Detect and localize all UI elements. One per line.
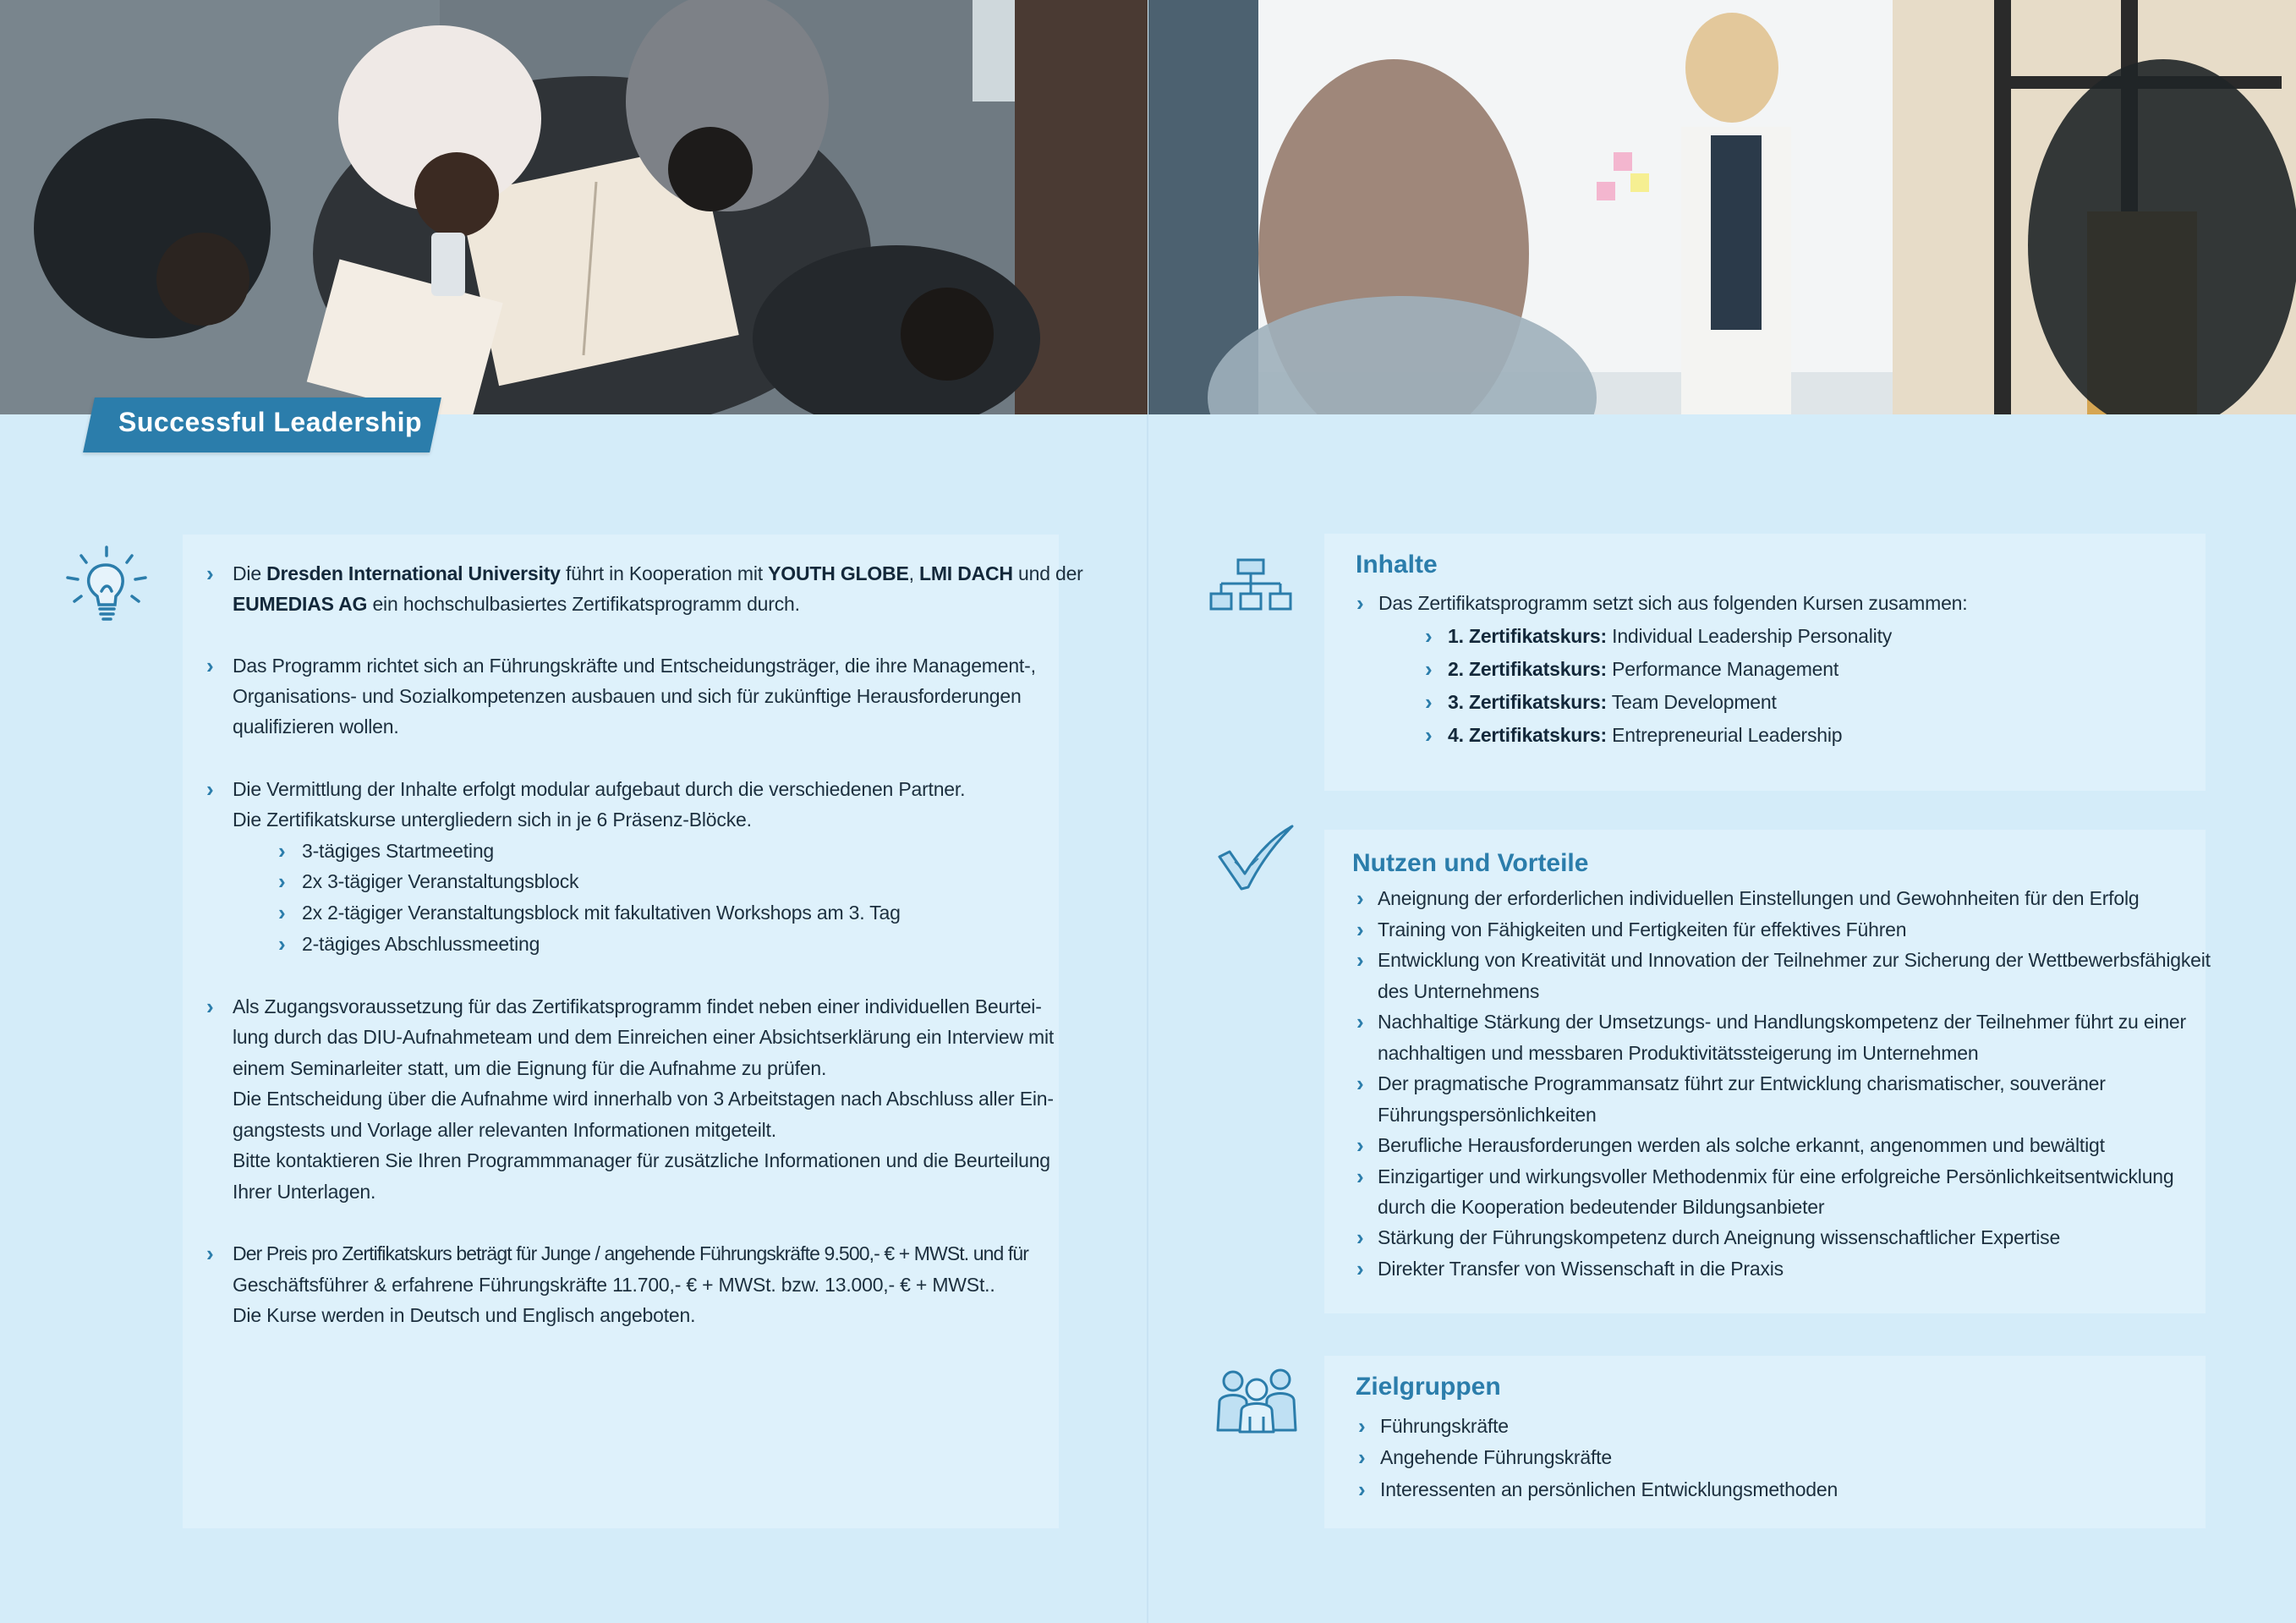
checkmark-icon — [1218, 825, 1294, 892]
sub-bullet-arrow-icon: › — [1425, 656, 1433, 682]
course-item: 2. Zertifikatskurs: Performance Management — [1448, 658, 1839, 680]
structure-line: Die Zertifikatskurse untergliedern sich in je 6 Präsenz-Blöcke. — [233, 809, 752, 831]
bullet-arrow-icon: › — [1356, 947, 1364, 973]
bullet-arrow-icon: › — [1356, 1225, 1364, 1250]
block-item: 2x 2-tägiger Veranstaltungsblock mit fakultativen Workshops am 3. Tag — [302, 902, 901, 924]
course-item: 4. Zertifikatskurs: Entrepreneurial Leadership — [1448, 724, 1843, 746]
benefit-item: Einzigartiger und wirkungsvoller Methodenmix für eine erfolgreiche Persönlichkeitsentwicklung — [1378, 1165, 2174, 1187]
admission-line: Als Zugangsvoraussetzung für das Zertifikatsprogramm findet neben einer individuellen Beurtei- — [233, 995, 1042, 1017]
group-icon — [1214, 1366, 1299, 1434]
benefit-item: Berufliche Herausforderungen werden als solche erkannt, angenommen und bewältigt — [1378, 1134, 2105, 1156]
zielgruppen-heading: Zielgruppen — [1356, 1373, 1501, 1401]
audience-line: qualifizieren wollen. — [233, 716, 399, 737]
inhalte-heading: Inhalte — [1356, 551, 1438, 578]
bullet-arrow-icon: › — [1356, 1164, 1364, 1189]
sub-bullet-arrow-icon: › — [278, 931, 286, 957]
admission-line: gangstests und Vorlage aller relevanten Informationen mitgeteilt. — [233, 1119, 776, 1141]
bullet-arrow-icon: › — [1356, 1071, 1364, 1096]
course-item: 1. Zertifikatskurs: Individual Leadership Personality — [1448, 625, 1893, 647]
benefit-item-continued: des Unternehmens — [1378, 980, 1540, 1002]
bullet-arrow-icon: › — [1358, 1445, 1366, 1470]
presentation-illustration — [1148, 0, 2296, 414]
page-spine — [1147, 414, 1148, 1623]
benefit-item: Entwicklung von Kreativität und Innovation der Teilnehmer zur Sicherung der Wettbewerbsfähigkeit — [1378, 949, 2211, 971]
block-item: 3-tägiges Startmeeting — [302, 840, 495, 862]
price-line: Die Kurse werden in Deutsch und Englisch angeboten. — [233, 1304, 696, 1326]
benefit-item: Stärkung der Führungskompetenz durch Aneignung wissenschaftlicher Expertise — [1378, 1226, 2061, 1248]
benefit-item: Der pragmatische Programmansatz führt zur Entwicklung charismatischer, souveräner — [1378, 1072, 2106, 1094]
admission-line: lung durch das DIU-Aufnahmeteam und dem Einreichen einer Absichtserklärung ein Interview mit — [233, 1026, 1055, 1048]
sub-bullet-arrow-icon: › — [1425, 689, 1433, 715]
intro-line-1: Die Dresden International University führt in Kooperation mit YOUTH GLOBE, LMI DACH und der — [233, 562, 1083, 584]
sub-bullet-arrow-icon: › — [278, 900, 286, 925]
bullet-arrow-icon: › — [1356, 886, 1364, 911]
benefit-item: Direkter Transfer von Wissenschaft in die Praxis — [1378, 1258, 1784, 1280]
bullet-arrow-icon: › — [1356, 1009, 1364, 1034]
target-group-item: Interessenten an persönlichen Entwicklungsmethoden — [1380, 1478, 1838, 1500]
benefit-item: Nachhaltige Stärkung der Umsetzungs- und Handlungskompetenz der Teilnehmer führt zu einer — [1378, 1011, 2186, 1033]
bullet-arrow-icon: › — [206, 561, 214, 586]
intro-line-2: EUMEDIAS AG ein hochschulbasiertes Zertifikatsprogramm durch. — [233, 593, 800, 615]
sub-bullet-arrow-icon: › — [278, 838, 286, 864]
audience-line: Organisations- und Sozialkompetenzen ausbauen und sich für zukünftige Herausforderungen — [233, 685, 1022, 707]
block-item: 2-tägiges Abschlussmeeting — [302, 933, 540, 955]
bullet-arrow-icon: › — [1356, 590, 1364, 616]
benefit-item-continued: nachhaltigen und messbaren Produktivitätssteigerung im Unternehmen — [1378, 1042, 1979, 1064]
page-title: Successful Leadership — [118, 407, 423, 437]
benefit-item: Aneignung der erforderlichen individuellen Einstellungen und Gewohnheiten für den Erfolg — [1378, 887, 2140, 909]
nutzen-heading: Nutzen und Vorteile — [1352, 849, 1589, 877]
presentation-photo — [1148, 0, 2296, 414]
structure-line: Die Vermittlung der Inhalte erfolgt modular aufgebaut durch die verschiedenen Partner. — [233, 778, 966, 800]
bullet-arrow-icon: › — [206, 1241, 214, 1266]
bullet-arrow-icon: › — [206, 776, 214, 802]
audience-line: Das Programm richtet sich an Führungskräfte und Entscheidungsträger, die ihre Management-, — [233, 655, 1036, 677]
price-line: Geschäftsführer & erfahrene Führungskräfte 11.700,- € + MWSt. bzw. 13.000,- € + MWSt.. — [233, 1274, 995, 1296]
course-item: 3. Zertifikatskurs: Team Development — [1448, 691, 1777, 713]
admission-line: Bitte kontaktieren Sie Ihren Programmmanager für zusätzliche Informationen und die Beurteilung — [233, 1149, 1050, 1171]
bullet-arrow-icon: › — [1358, 1477, 1366, 1502]
bullet-arrow-icon: › — [1358, 1413, 1366, 1439]
block-item: 2x 3-tägiger Veranstaltungsblock — [302, 870, 579, 892]
bullet-arrow-icon: › — [1356, 1132, 1364, 1158]
benefit-item-continued: durch die Kooperation bedeutender Bildungsanbieter — [1378, 1196, 1825, 1218]
admission-line: einem Seminarleiter statt, um die Eignung für die Aufnahme zu prüfen. — [233, 1057, 827, 1079]
sub-bullet-arrow-icon: › — [1425, 722, 1433, 748]
bullet-arrow-icon: › — [1356, 1256, 1364, 1281]
sub-bullet-arrow-icon: › — [1425, 623, 1433, 649]
team-meeting-illustration — [0, 0, 1148, 414]
admission-line: Die Entscheidung über die Aufnahme wird innerhalb von 3 Arbeitstagen nach Abschluss aller Ein- — [233, 1088, 1054, 1110]
admission-line: Ihrer Unterlagen. — [233, 1181, 376, 1203]
team-meeting-photo — [0, 0, 1148, 414]
target-group-item: Führungskräfte — [1380, 1415, 1509, 1437]
benefit-item-continued: Führungspersönlichkeiten — [1378, 1104, 1597, 1126]
lightbulb-icon — [63, 544, 151, 625]
sub-bullet-arrow-icon: › — [278, 869, 286, 894]
benefit-item: Training von Fähigkeiten und Fertigkeiten für effektives Führen — [1378, 918, 1907, 940]
hierarchy-icon — [1209, 557, 1294, 617]
target-group-item: Angehende Führungskräfte — [1380, 1446, 1612, 1468]
bullet-arrow-icon: › — [206, 653, 214, 678]
bullet-arrow-icon: › — [206, 994, 214, 1019]
bullet-arrow-icon: › — [1356, 917, 1364, 942]
inhalte-intro: Das Zertifikatsprogramm setzt sich aus folgenden Kursen zusammen: — [1378, 592, 1968, 614]
price-line: Der Preis pro Zertifikatskurs beträgt für Junge / angehende Führungskräfte 9.500,- € + MWSt. und für — [233, 1242, 1029, 1264]
